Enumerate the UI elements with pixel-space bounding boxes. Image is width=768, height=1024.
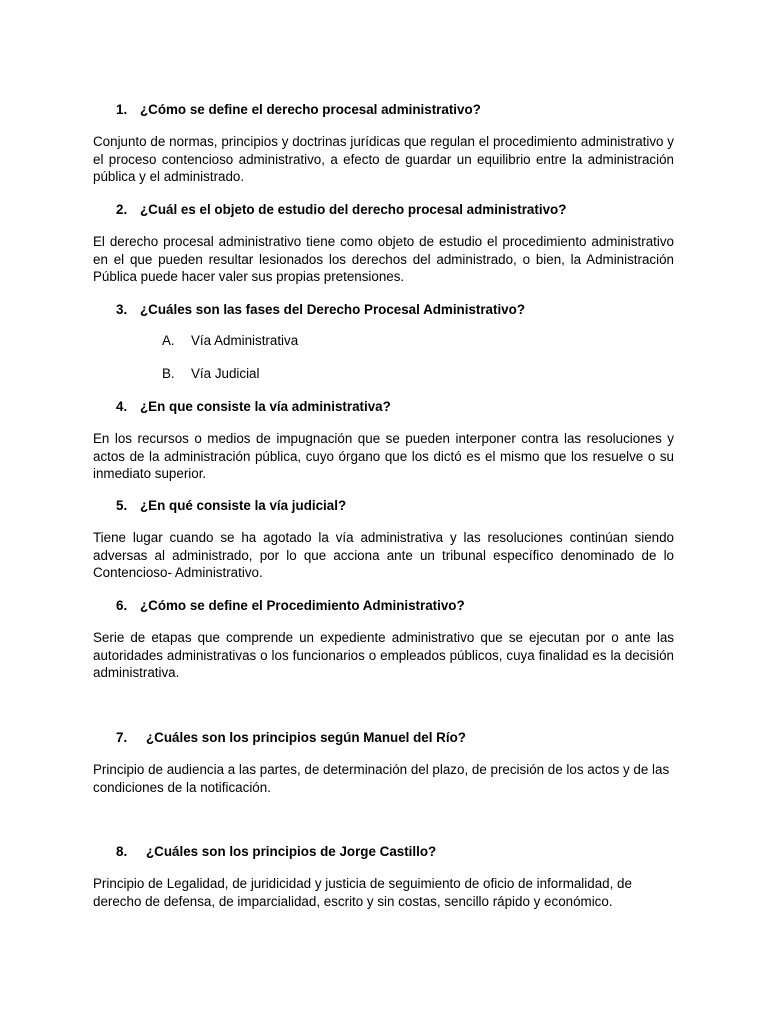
answer-5: Tiene lugar cuando se ha agotado la vía administrativa y las resoluciones continúan siendo adversas al administrado, por lo que acciona ante un tribunal específico denominado de lo Contencioso- Administrativo.: [93, 530, 674, 580]
answer-4: En los recursos o medios de impugnación que se pueden interponer contra las resoluciones y actos de la administración pública, cuyo órgano que los dictó es el mismo que los resuelve o su inmediato superior.: [93, 431, 674, 481]
question-7-text: ¿Cuáles son los principios según Manuel del Río?: [146, 730, 466, 745]
question-2-heading: [116, 201, 566, 218]
question-3-text: ¿Cuáles son las fases del Derecho Procesal Administrativo?: [140, 302, 525, 317]
answer-2: El derecho procesal administrativo tiene como objeto de estudio el procedimiento administrativo en el que pueden resultar lesionados los derechos del administrado, o bien, la Administración Pública puede hacer valer sus propias pretensiones.: [93, 234, 674, 284]
question-6-heading: [116, 597, 465, 614]
list-item-b-mark: B.: [162, 366, 175, 381]
question-6-text: ¿Cómo se define el Procedimiento Administrativo?: [140, 598, 465, 613]
list-item-b: [162, 365, 259, 382]
question-8-number: 8.: [116, 844, 128, 859]
question-4-number: 4.: [116, 399, 128, 414]
question-5-text: ¿En qué consiste la vía judicial?: [140, 498, 347, 513]
list-item-a: [162, 332, 298, 349]
question-2-number: 2.: [116, 202, 128, 217]
question-7-heading: [116, 729, 466, 746]
list-item-a-text: Vía Administrativa: [191, 333, 299, 348]
list-item-a-mark: A.: [162, 333, 175, 348]
question-4-text: ¿En que consiste la vía administrativa?: [140, 399, 391, 414]
question-5-number: 5.: [116, 498, 128, 513]
answer-8: Principio de Legalidad, de juridicidad y justicia de seguimiento de oficio de informalidad, de derecho de defensa, de imparcialidad, escrito y sin costas, sencillo rápido y económico.: [93, 876, 632, 909]
question-4-heading: [116, 398, 391, 415]
question-8-heading: [116, 843, 436, 860]
question-1-heading: [116, 101, 481, 118]
answer-6: Serie de etapas que comprende un expediente administrativo que se ejecutan por o ante las autoridades administrativas o los funcionarios o empleados públicos, cuya finalidad es la decisión administrativa.: [93, 630, 674, 680]
question-2-text: ¿Cuál es el objeto de estudio del derecho procesal administrativo?: [140, 202, 567, 217]
question-5-heading: [116, 497, 346, 514]
question-1-number: 1.: [116, 102, 128, 117]
question-3-number: 3.: [116, 302, 128, 317]
question-8-text: ¿Cuáles son los principios de Jorge Castillo?: [146, 844, 437, 859]
question-7-number: 7.: [116, 730, 128, 745]
question-3-heading: [116, 301, 525, 318]
answer-7: Principio de audiencia a las partes, de determinación del plazo, de precisión de los actos y de las condiciones de la notificación.: [93, 762, 670, 795]
answer-1: Conjunto de normas, principios y doctrinas jurídicas que regulan el procedimiento administrativo y el proceso contencioso administrativo, a efecto de guardar un equilibrio entre la administración pública y el administrado.: [93, 134, 674, 184]
question-6-number: 6.: [116, 598, 128, 613]
question-1-text: ¿Cómo se define el derecho procesal administrativo?: [140, 102, 481, 117]
list-item-b-text: Vía Judicial: [191, 366, 260, 381]
